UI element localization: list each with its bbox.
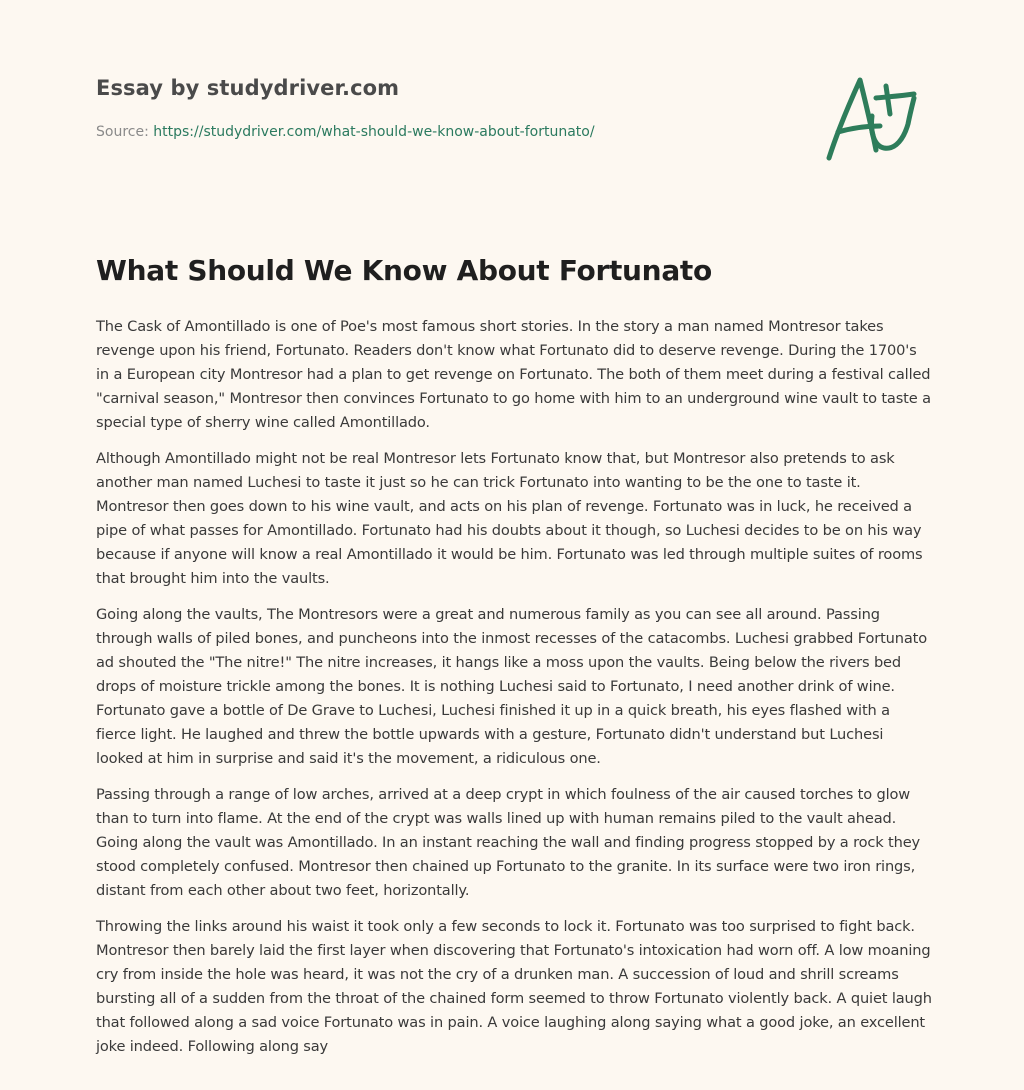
essay-body	[96, 315, 932, 1071]
a-plus-logo-icon	[826, 68, 926, 164]
essay-paragraph: Going along the vaults, The Montresors were a great and numerous family as you can see all around. Passing through walls of piled bones, and puncheons into the inmost recesses of the catacombs. Luchesi grabbed Fortunato ad shouted the "The nitre!" The nitre increases, it hangs like a moss upon the vaults. Being below the rivers bed drops of moisture trickle among the bones. It is nothing Luchesi said to Fortunato, I need another drink of wine. Fortunato gave a bottle of De Grave to Luchesi, Luchesi finished it up in a quick breath, his eyes flashed with a fierce light. He laughed and threw the bottle upwards with a gesture, Fortunato didn't understand but Luchesi looked at him in surprise and said it's the movement, a ridiculous one.	[96, 606, 928, 767]
essay-paragraph: Although Amontillado might not be real Montresor lets Fortunato know that, but Montresor also pretends to ask another man named Luchesi to taste it just so he can trick Fortunato into wanting to be the one to taste it. Montresor then goes down to his wine vault, and acts on his plan of revenge. Fortunato was in luck, he received a pipe of what passes for Amontillado. Fortunato had his doubts about it though, so Luchesi decides to be on his way because if anyone will know a real Amontillado it would be him. Fortunato was led through multiple suites of rooms that brought him into the vaults.	[96, 450, 923, 587]
essay-paragraph: Throwing the links around his waist it took only a few seconds to lock it. Fortunato was too surprised to fight back. Montresor then barely laid the first layer when discovering that Fortunato's intoxication had worn off. A low moaning cry from inside the hole was heard, it was not the cry of a drunken man. A succession of loud and shrill screams bursting all of a sudden from the throat of the chained form seemed to throw Fortunato violently back. A quiet laugh that followed along a sad voice Fortunato was in pain. A voice laughing along saying what a good joke, an excellent joke indeed. Following along say	[96, 918, 932, 1055]
essay-paragraph: Passing through a range of low arches, arrived at a deep crypt in which foulness of the air caused torches to glow than to turn into flame. At the end of the crypt was walls lined up with human remains piled to the vault ahead. Going along the vault was Amontillado. In an instant reaching the wall and finding progress stopped by a rock they stood completely confused. Montresor then chained up Fortunato to the granite. In its surface were two iron rings, distant from each other about two feet, horizontally.	[96, 786, 921, 899]
source-link[interactable]: https://studydriver.com/what-should-we-know-about-fortunato/	[153, 124, 595, 140]
source-line	[96, 124, 595, 140]
essay-title: What Should We Know About Fortunato	[96, 254, 712, 287]
essay-paragraph: The Cask of Amontillado is one of Poe's most famous short stories. In the story a man named Montresor takes revenge upon his friend, Fortunato. Readers don't know what Fortunato did to deserve revenge. During the 1700's in a European city Montresor had a plan to get revenge on Fortunato. The both of them meet during a festival called "carnival season," Montresor then convinces Fortunato to go home with him to an underground wine vault to taste a special type of sherry wine called Amontillado.	[96, 318, 931, 431]
source-label: Source:	[96, 124, 149, 140]
site-title: Essay by studydriver.com	[96, 76, 400, 100]
